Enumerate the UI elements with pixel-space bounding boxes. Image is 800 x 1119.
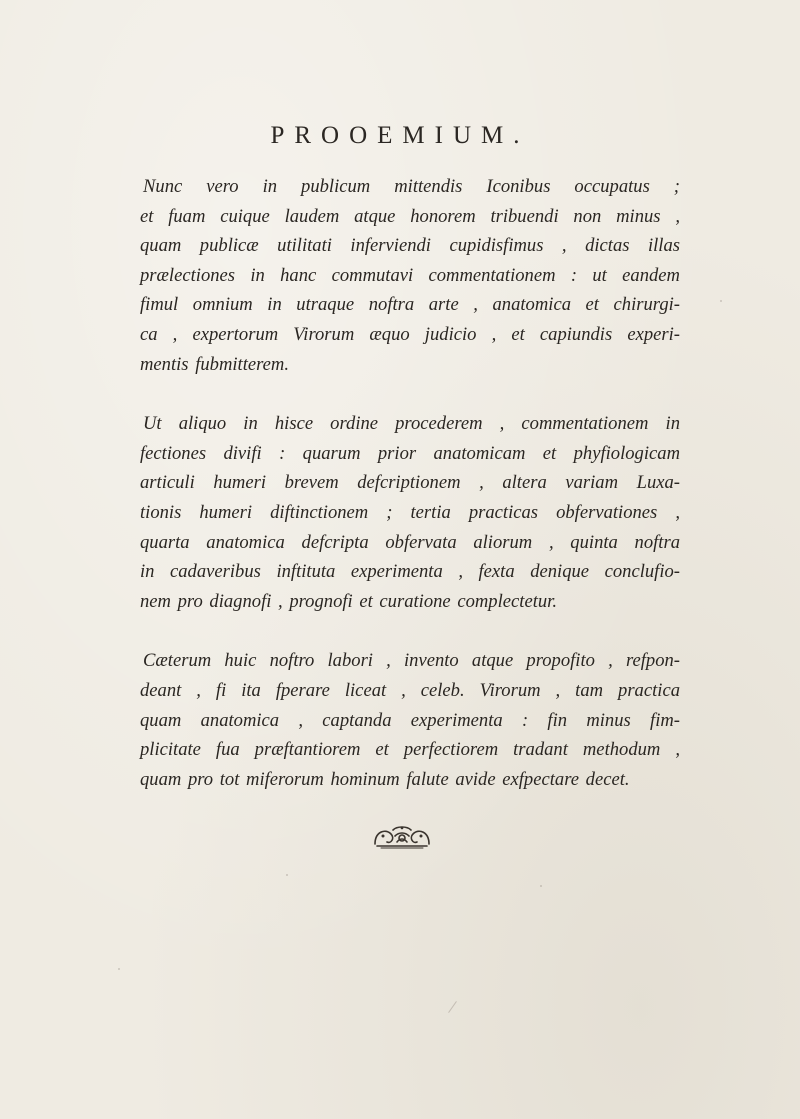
text-line: Cæterum huic noftro labori , invento atque propofito , refpon- (143, 650, 680, 672)
text-line: quarta anatomica defcripta obfervata aliorum , quinta noftra (140, 531, 680, 553)
text-line: Ut aliquo in hisce ordine procederem , commentationem in (143, 413, 680, 435)
text-line: articuli humeri brevem defcriptionem , altera variam Luxa- (140, 472, 680, 494)
printers-ornament-icon (371, 824, 433, 850)
text-line: quam publicæ utilitati inferviendi cupidisfimus , dictas illas (140, 235, 680, 257)
text-line: quam pro tot miferorum hominum falute avide exfpectare decet. (140, 768, 630, 790)
text-line: nem pro diagnofi , prognofi et curatione complectetur. (140, 590, 557, 612)
page-heading: PROOEMIUM. (270, 122, 530, 149)
text-line: tionis humeri diftinctionem ; tertia practicas obfervationes , (140, 501, 680, 523)
text-line: et fuam cuique laudem atque honorem tribuendi non minus , (140, 205, 680, 227)
text-line: mentis fubmitterem. (140, 353, 290, 375)
paragraph-1 (140, 172, 680, 379)
text-line: quam anatomica , captanda experimenta : fin minus fim- (140, 709, 680, 731)
paper-speck (720, 300, 722, 302)
text-line: Nunc vero in publicum mittendis Iconibus occupatus ; (143, 176, 680, 197)
paper-speck (448, 1001, 457, 1013)
text-line: deant , fi ita fperare liceat , celeb. Virorum , tam practica (140, 679, 680, 701)
paper-speck (286, 874, 288, 876)
paragraph-3 (140, 646, 680, 794)
text-line: fectiones divifi : quarum prior anatomicam et phyfiologicam (140, 442, 680, 464)
text-line: in cadaveribus inftituta experimenta , fexta denique conclufio- (140, 561, 680, 583)
paper-speck (540, 885, 542, 887)
text-line: prælectiones in hanc commutavi commentationem : ut eandem (140, 264, 680, 286)
text-line: plicitate fua præftantiorem et perfectiorem tradant methodum , (140, 739, 680, 761)
paragraph-2 (140, 409, 680, 616)
body-text (140, 172, 680, 824)
paper-speck (118, 968, 120, 970)
text-line: fimul omnium in utraque noftra arte , anatomica et chirurgi- (140, 294, 680, 316)
text-line: ca , expertorum Virorum æquo judicio , et capiundis experi- (140, 323, 680, 345)
